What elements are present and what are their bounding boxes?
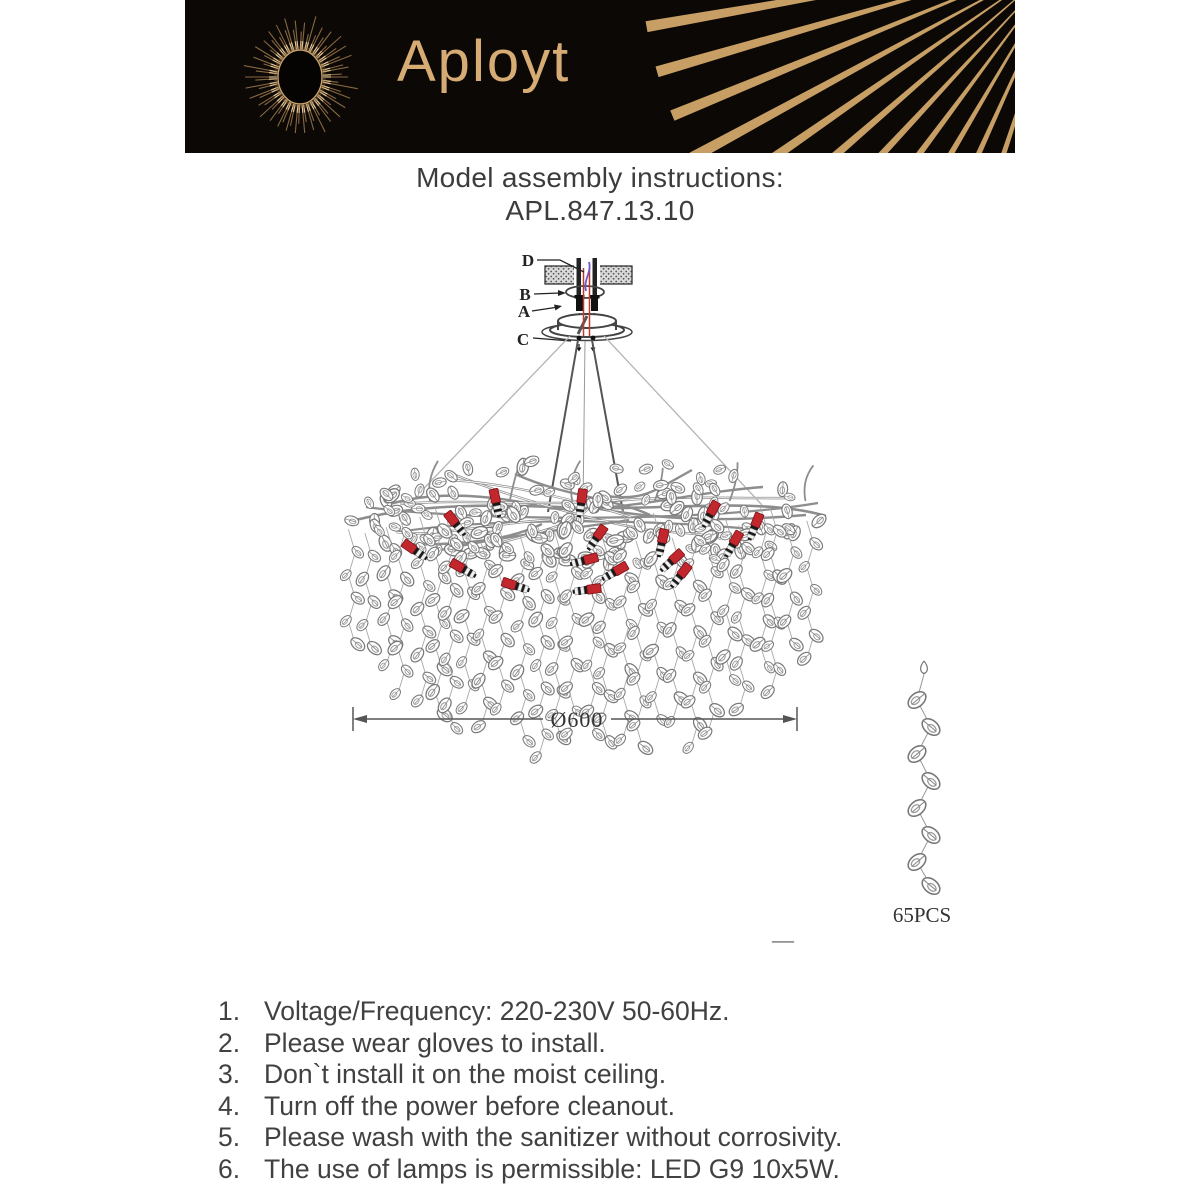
mount-label-c: C [516, 330, 530, 349]
instruction-item [185, 1059, 1045, 1091]
instruction-number: 5. [218, 1122, 241, 1152]
sample-crystal-strand [905, 661, 943, 898]
instruction-item [185, 996, 1045, 1028]
instruction-text: Don`t install it on the moist ceiling. [264, 1059, 667, 1089]
instruction-text: Please wash with the sanitizer without corrosivity. [264, 1122, 843, 1152]
instruction-number: 2. [218, 1027, 241, 1058]
instruction-text: Please wear gloves to install. [264, 1027, 606, 1058]
instruction-text: Voltage/Frequency: 220-230V 50-60Hz. [264, 996, 730, 1026]
dash-mark: — [772, 927, 794, 952]
instructions-list [185, 996, 1045, 1185]
doc-title: Model assembly instructions: [416, 162, 784, 193]
instruction-item [185, 1154, 1045, 1186]
dimension-label: Ø600 [550, 707, 604, 732]
strand-count-label: 65PCS [892, 903, 952, 927]
instruction-item [185, 1028, 1045, 1060]
brand-wordmark: Aployt [397, 29, 571, 94]
mount-label-a: A [517, 302, 531, 321]
instruction-item [185, 1122, 1045, 1154]
instruction-text: Turn off the power before cleanout. [264, 1090, 676, 1121]
instruction-number: 3. [218, 1059, 241, 1089]
mount-label-b: B [519, 285, 531, 304]
instruction-number: 4. [218, 1090, 241, 1121]
mount-label-d: D [521, 251, 535, 270]
instruction-item [185, 1091, 1045, 1123]
ceiling-mount-diagram [532, 258, 632, 352]
model-number: APL.847.13.10 [505, 195, 695, 226]
instruction-number: 1. [218, 996, 241, 1026]
instruction-text: The use of lamps is permissible: LED G9 10x5W. [264, 1153, 840, 1184]
instruction-number: 6. [218, 1153, 241, 1184]
